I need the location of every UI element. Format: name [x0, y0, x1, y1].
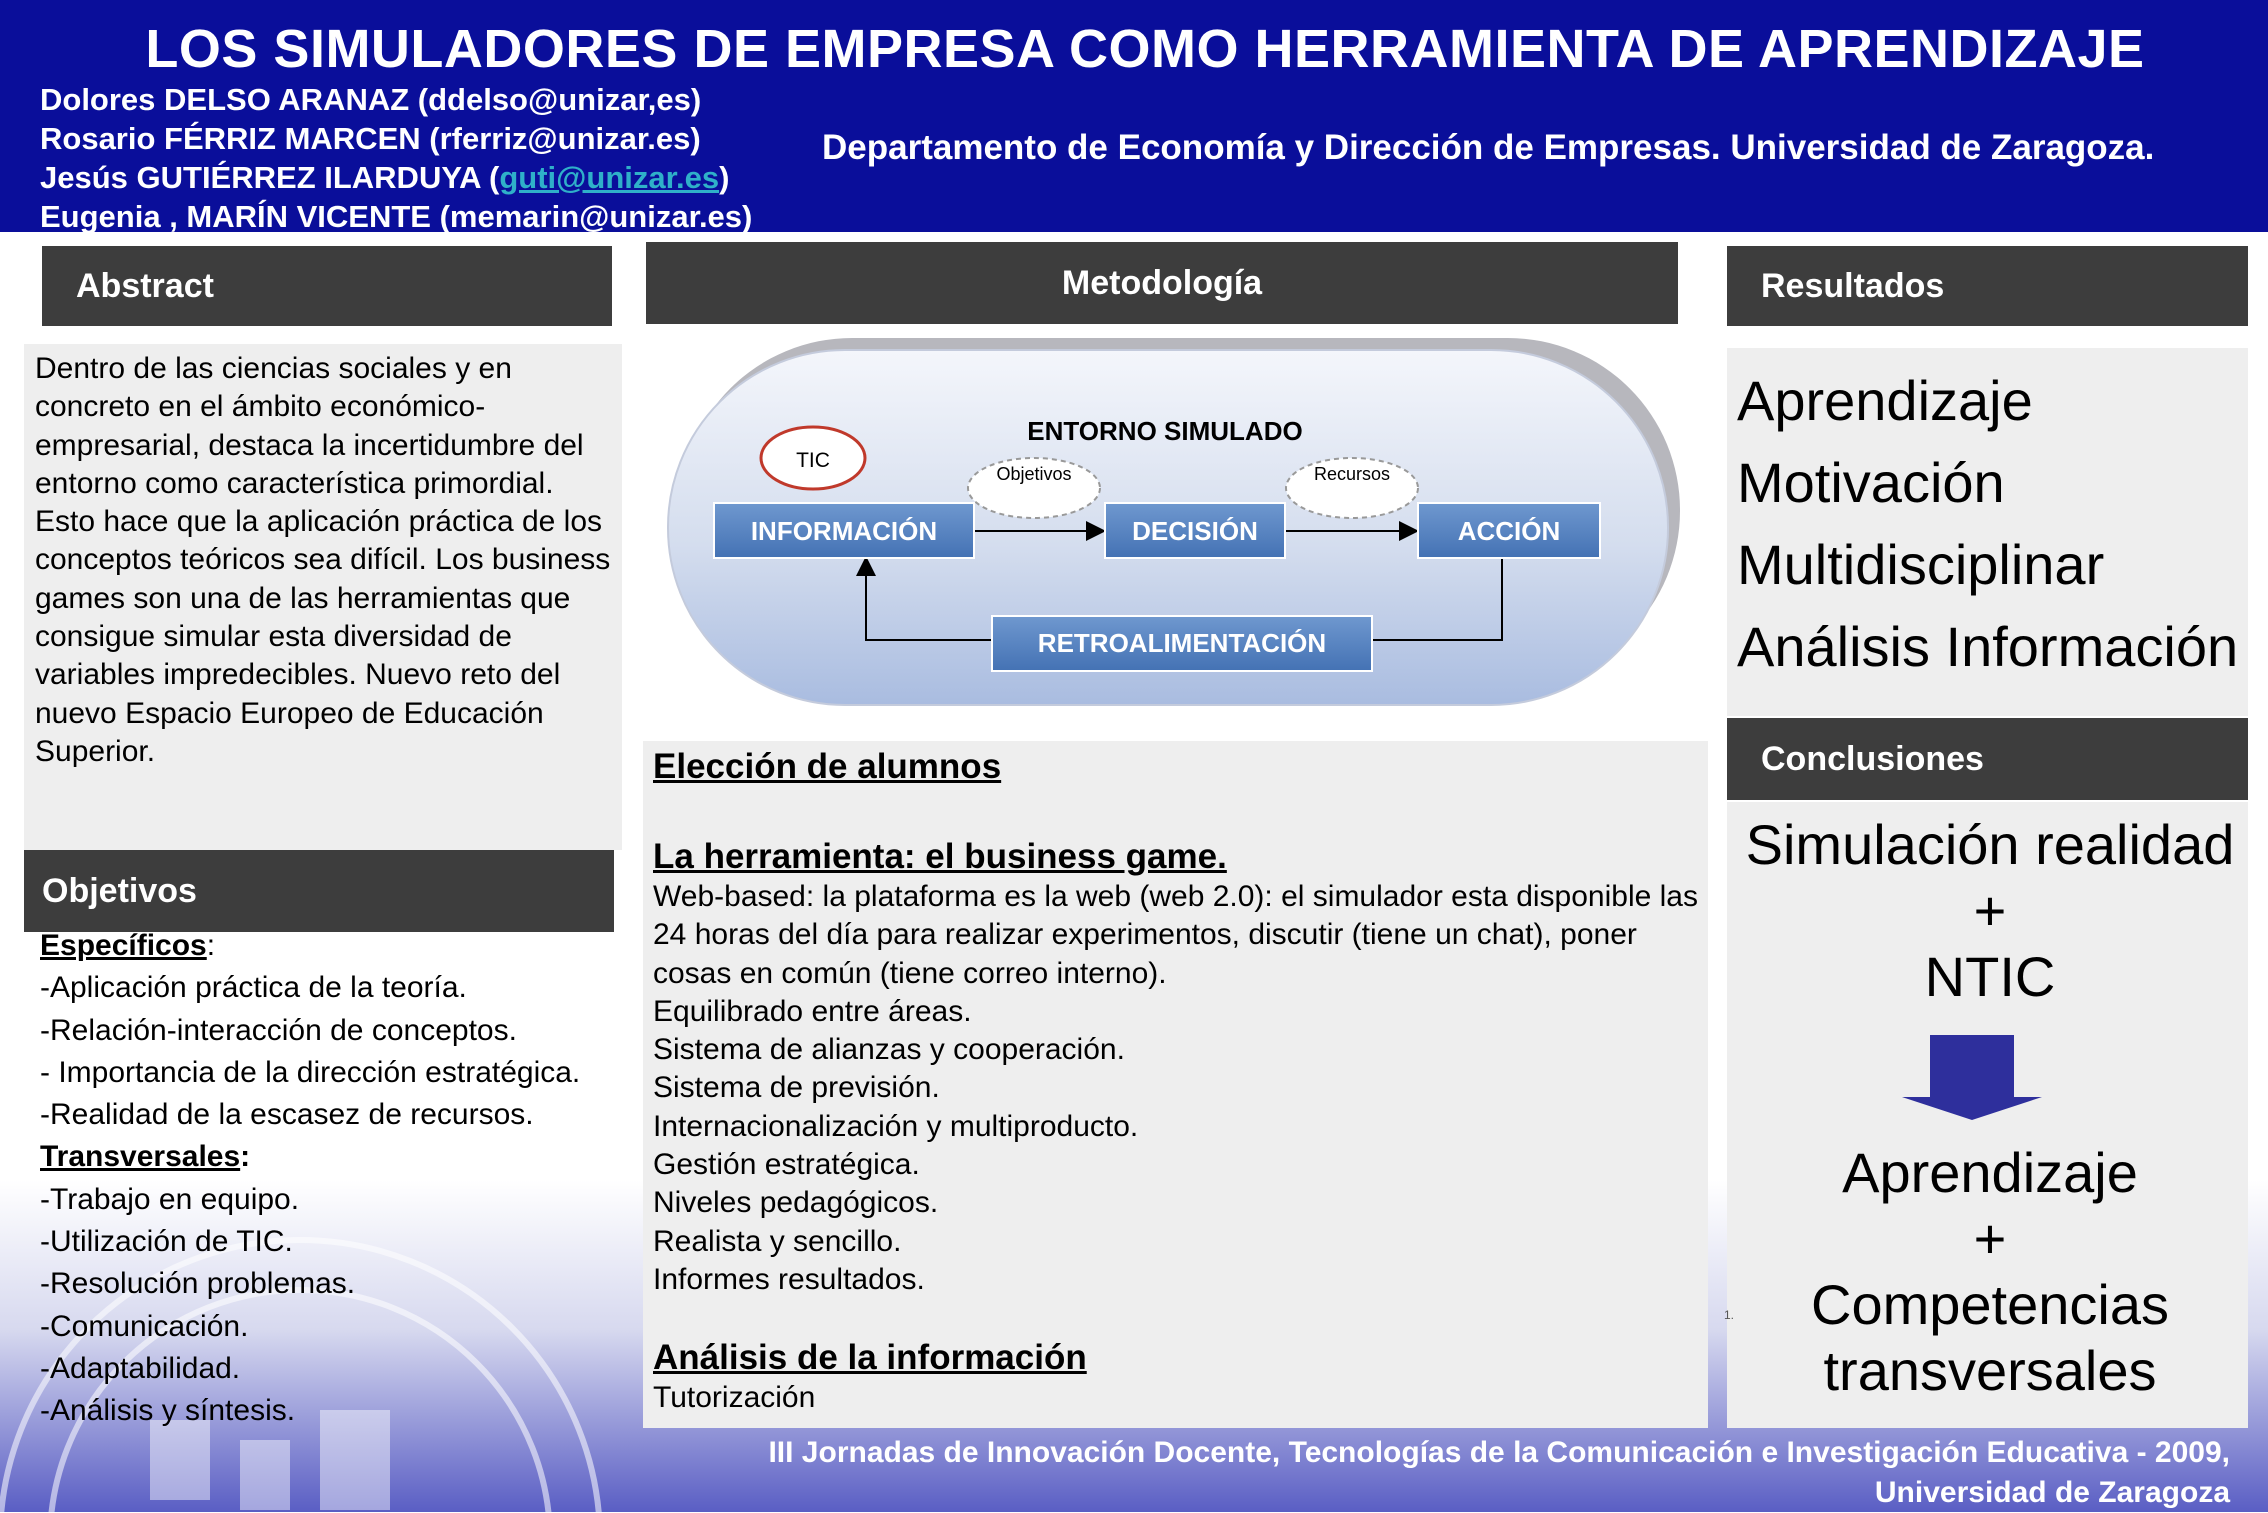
- accion-label: ACCIÓN: [1457, 516, 1561, 546]
- herramienta-line: Sistema de previsión.: [653, 1071, 940, 1105]
- resultado-item: Motivación: [1737, 451, 2005, 514]
- retroalimentacion-label: RETROALIMENTACIÓN: [1037, 628, 1327, 658]
- transversales-line: Transversales:: [40, 1140, 251, 1174]
- transversal-item: -Análisis y síntesis.: [40, 1394, 296, 1428]
- herramienta-line: Internacionalización y multiproducto.: [653, 1109, 1139, 1143]
- transversal-item: -Resolución problemas.: [40, 1267, 356, 1301]
- header: [0, 0, 2268, 232]
- author-3-close: ): [719, 160, 730, 195]
- especifico-item: -Relación-interacción de conceptos.: [40, 1013, 517, 1047]
- transversal-item: -Utilización de TIC.: [40, 1225, 293, 1259]
- conclusion-line: Competencias transversales: [1811, 1273, 2169, 1402]
- abstract-text: Dentro de las ciencias sociales y en concreto en el ámbito económico-empresarial, destaca la incertidumbre del entorno como característica primordial. Esto hace que la aplicación práctica de los conceptos teóricos sea difícil. Los business games son una de las herramientas que consigue simular esta diversidad de variables impredecibles. Nuevo reto del nuevo Espacio Europeo de Educación Superior.: [35, 352, 611, 768]
- objetivos-heading: Objetivos: [42, 871, 197, 910]
- herramienta-line: Niveles pedagógicos.: [653, 1186, 939, 1220]
- conclusion-plus: +: [1973, 1207, 2007, 1270]
- objetivos-bubble-label: Objetivos: [996, 464, 1072, 484]
- abstract-heading-bar: [42, 246, 612, 326]
- tutorizacion-line: Tutorización: [653, 1381, 816, 1415]
- resultados-heading-bar: [1727, 246, 2248, 326]
- resultados-heading: Resultados: [1761, 266, 1945, 305]
- conclusion-line: Aprendizaje: [1842, 1141, 2138, 1204]
- conclusion-top: [1730, 812, 2250, 1010]
- herramienta-line: Gestión estratégica.: [653, 1148, 920, 1182]
- especificos-label: Específicos: [40, 929, 207, 962]
- especifico-item: -Aplicación práctica de la teoría.: [40, 971, 467, 1005]
- down-arrow-icon: [1892, 1035, 2052, 1120]
- transversal-item: -Adaptabilidad.: [40, 1351, 241, 1385]
- herramienta-line: Realista y sencillo.: [653, 1224, 902, 1258]
- herramienta-line: Equilibrado entre áreas.: [653, 994, 972, 1028]
- metodologia-heading-bar: [646, 242, 1678, 324]
- eleccion-heading: Elección de alumnos: [653, 747, 1002, 786]
- resultado-item: Análisis Información: [1737, 615, 2239, 678]
- herramienta-line: Sistema de alianzas y cooperación.: [653, 1033, 1125, 1067]
- transversales-label: Transversales: [40, 1140, 241, 1174]
- resultado-item: Aprendizaje: [1737, 369, 2033, 432]
- footnote-marker: 1.: [1724, 1308, 1735, 1322]
- author-3-name: Jesús GUTIÉRREZ ILARDUYA (: [40, 160, 500, 195]
- footer-line-1: III Jornadas de Innovación Docente, Tecnologías de la Comunicación e Investigación Educativa - 2009,: [768, 1436, 2230, 1469]
- conclusiones-heading-bar: [1727, 718, 2248, 800]
- author-2: Rosario FÉRRIZ MARCEN (rferriz@unizar.es): [40, 121, 701, 156]
- entorno-diagram: [640, 330, 1690, 720]
- recursos-bubble-label: Recursos: [1313, 464, 1391, 484]
- especificos-line: Específicos:: [40, 929, 216, 962]
- transversal-item: -Trabajo en equipo.: [40, 1182, 300, 1216]
- resultados-list: [1737, 360, 2238, 688]
- conclusion-bottom: [1730, 1140, 2250, 1404]
- herramienta-heading: La herramienta: el business game.: [653, 837, 1227, 876]
- footer: [768, 1433, 2230, 1513]
- herramienta-line: Web-based: la plataforma es la web (web 2.0): el simulador esta disponible las 24 horas del día para realizar experimentos, discutir (tiene un chat), poner cosas en común (tiene correo interno).: [653, 880, 1698, 990]
- especifico-item: - Importancia de la dirección estratégica.: [40, 1055, 581, 1089]
- conclusion-line: NTIC: [1924, 945, 2056, 1008]
- tic-label: TIC: [796, 449, 830, 472]
- objetivos-text: [40, 925, 630, 1433]
- abstract-heading: Abstract: [76, 266, 214, 305]
- footer-line-2: Universidad de Zaragoza: [1874, 1476, 2230, 1509]
- poster-title: LOS SIMULADORES DE EMPRESA COMO HERRAMIENTA DE APRENDIZAJE: [145, 19, 2145, 79]
- metodologia-heading: Metodología: [1061, 263, 1263, 302]
- especifico-item: -Realidad de la escasez de recursos.: [40, 1098, 534, 1132]
- conclusion-line: Simulación realidad: [1745, 813, 2235, 876]
- metodologia-text: [653, 746, 1703, 1418]
- conclusion-plus: +: [1973, 879, 2007, 942]
- analisis-heading: Análisis de la información: [653, 1338, 1087, 1378]
- transversal-item: -Comunicación.: [40, 1309, 249, 1343]
- author-4: Eugenia , MARÍN VICENTE (memarin@unizar.es): [40, 199, 753, 234]
- author-3-email-link[interactable]: guti@unizar.es: [499, 160, 720, 195]
- author-1: Dolores DELSO ARANAZ (ddelso@unizar,es): [40, 82, 702, 117]
- objetivos-heading-bar: [24, 850, 614, 932]
- decision-label: DECISIÓN: [1132, 516, 1258, 546]
- conclusiones-heading: Conclusiones: [1761, 739, 1984, 778]
- author-3: [40, 158, 752, 197]
- diagram-title: ENTORNO SIMULADO: [1027, 416, 1303, 446]
- informacion-label: INFORMACIÓN: [750, 516, 938, 546]
- author-list: [40, 80, 752, 236]
- herramienta-line: Informes resultados.: [653, 1262, 925, 1296]
- resultado-item: Multidisciplinar: [1737, 533, 2105, 596]
- department: Departamento de Economía y Dirección de Empresas. Universidad de Zaragoza.: [822, 128, 2155, 167]
